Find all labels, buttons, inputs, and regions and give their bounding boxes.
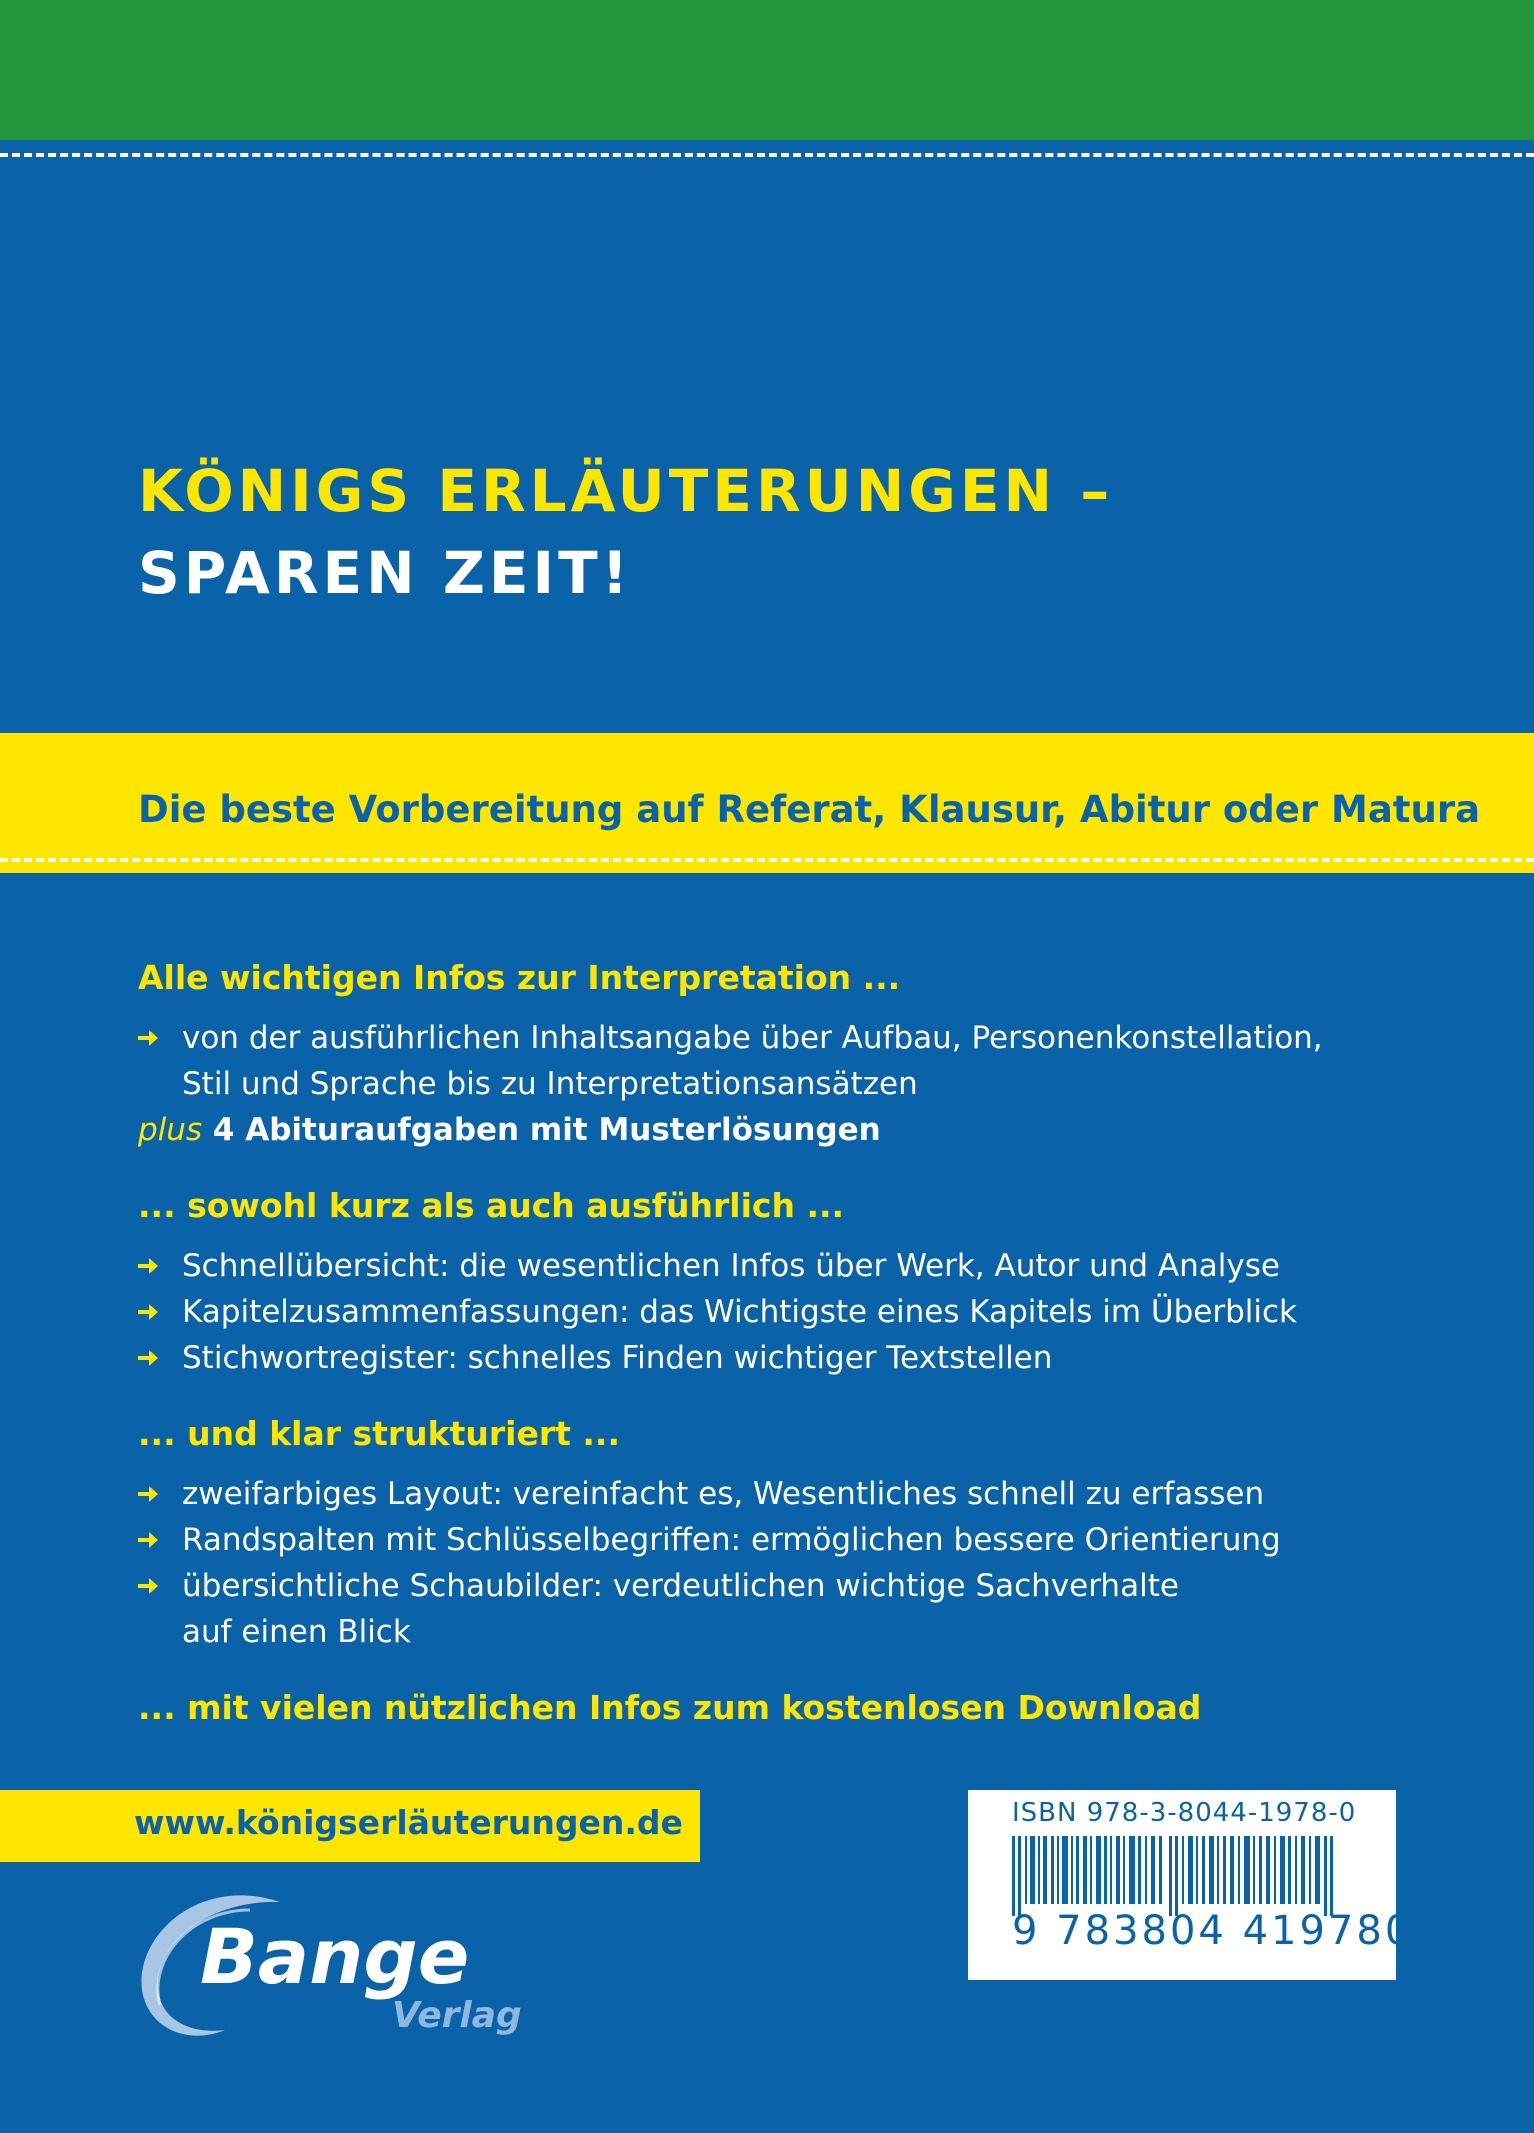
bullet-list-kurz [138,1243,1438,1381]
feature-list [138,955,1438,1745]
list-item [138,1243,1438,1289]
section-title-kurz: ... sowohl kurz als auch ausführlich ... [138,1186,845,1225]
section-title-infos: Alle wichtigen Infos zur Interpretation ... [138,958,901,997]
plus-line [138,1107,1438,1153]
bullet-text: zweifarbiges Layout: vereinfacht es, Wesentliches schnell zu erfassen [182,1476,1265,1512]
logo-subtitle: Verlag [392,1995,522,2036]
list-item [138,1471,1438,1517]
plus-text: 4 Abituraufgaben mit Musterlösungen [212,1112,881,1148]
bullet-text: Stil und Sprache bis zu Interpretationsansätzen [182,1066,918,1102]
bullet-text: Schnellübersicht: die wesentlichen Infos über Werk, Autor und Analyse [182,1248,1280,1284]
bullet-text: Stichwortregister: schnelles Finden wichtiger Textstellen [182,1340,1053,1376]
plus-word: plus [138,1112,203,1148]
isbn-barcode-box [968,1790,1414,1980]
stitch-divider-yellow [0,858,1534,862]
list-item [138,1563,1438,1609]
arrow-right-icon [138,1335,182,1381]
bullet-list-struktur [138,1471,1438,1655]
section-title-struktur: ... und klar strukturiert ... [138,1414,620,1453]
bullet-text: übersichtliche Schaubilder: verdeutlichen wichtige Sachverhalte [182,1568,1179,1604]
bullet-text: von der ausführlichen Inhaltsangabe über Aufbau, Personenkonstellation, [182,1020,1323,1056]
top-green-band [0,0,1534,140]
bullet-text: Randspalten mit Schlüsselbegriffen: ermöglichen bessere Orientierung [182,1522,1281,1558]
list-item [138,1517,1438,1563]
bullet-text: Kapitelzusammenfassungen: das Wichtigste eines Kapitels im Überblick [182,1294,1298,1330]
list-item [138,1335,1438,1381]
arrow-right-icon [138,1471,182,1517]
bullet-list-infos [138,1015,1438,1107]
list-item [138,1015,1438,1061]
tagline: Die beste Vorbereitung auf Referat, Klausur, Abitur oder Matura [138,788,1481,831]
arrow-right-icon [138,1563,182,1609]
section-title-download: ... mit vielen nützlichen Infos zum kostenlosen Download [138,1688,1202,1727]
logo-name: Bange [200,1912,470,2001]
website-link[interactable]: www.königserläuterungen.de [134,1803,683,1842]
publisher-logo [130,1880,530,2060]
list-item [138,1289,1438,1335]
headline-line-2: SPAREN ZEIT! [138,539,633,607]
isbn-digits: 9 783804 419780 [1012,1908,1414,1954]
arrow-right-icon [138,1289,182,1335]
arrow-right-icon [138,1015,182,1061]
headline [138,450,1113,614]
arrow-right-icon [138,1517,182,1563]
bullet-text: auf einen Blick [182,1614,411,1650]
arrow-right-icon [138,1243,182,1289]
stitch-divider-top [0,153,1534,157]
list-item-continuation [138,1061,1438,1107]
headline-line-1: KÖNIGS ERLÄUTERUNGEN – [138,457,1114,525]
list-item-continuation [138,1609,1438,1655]
barcode [1012,1836,1352,1916]
isbn-label: ISBN 978-3-8044-1978-0 [1012,1798,1357,1828]
